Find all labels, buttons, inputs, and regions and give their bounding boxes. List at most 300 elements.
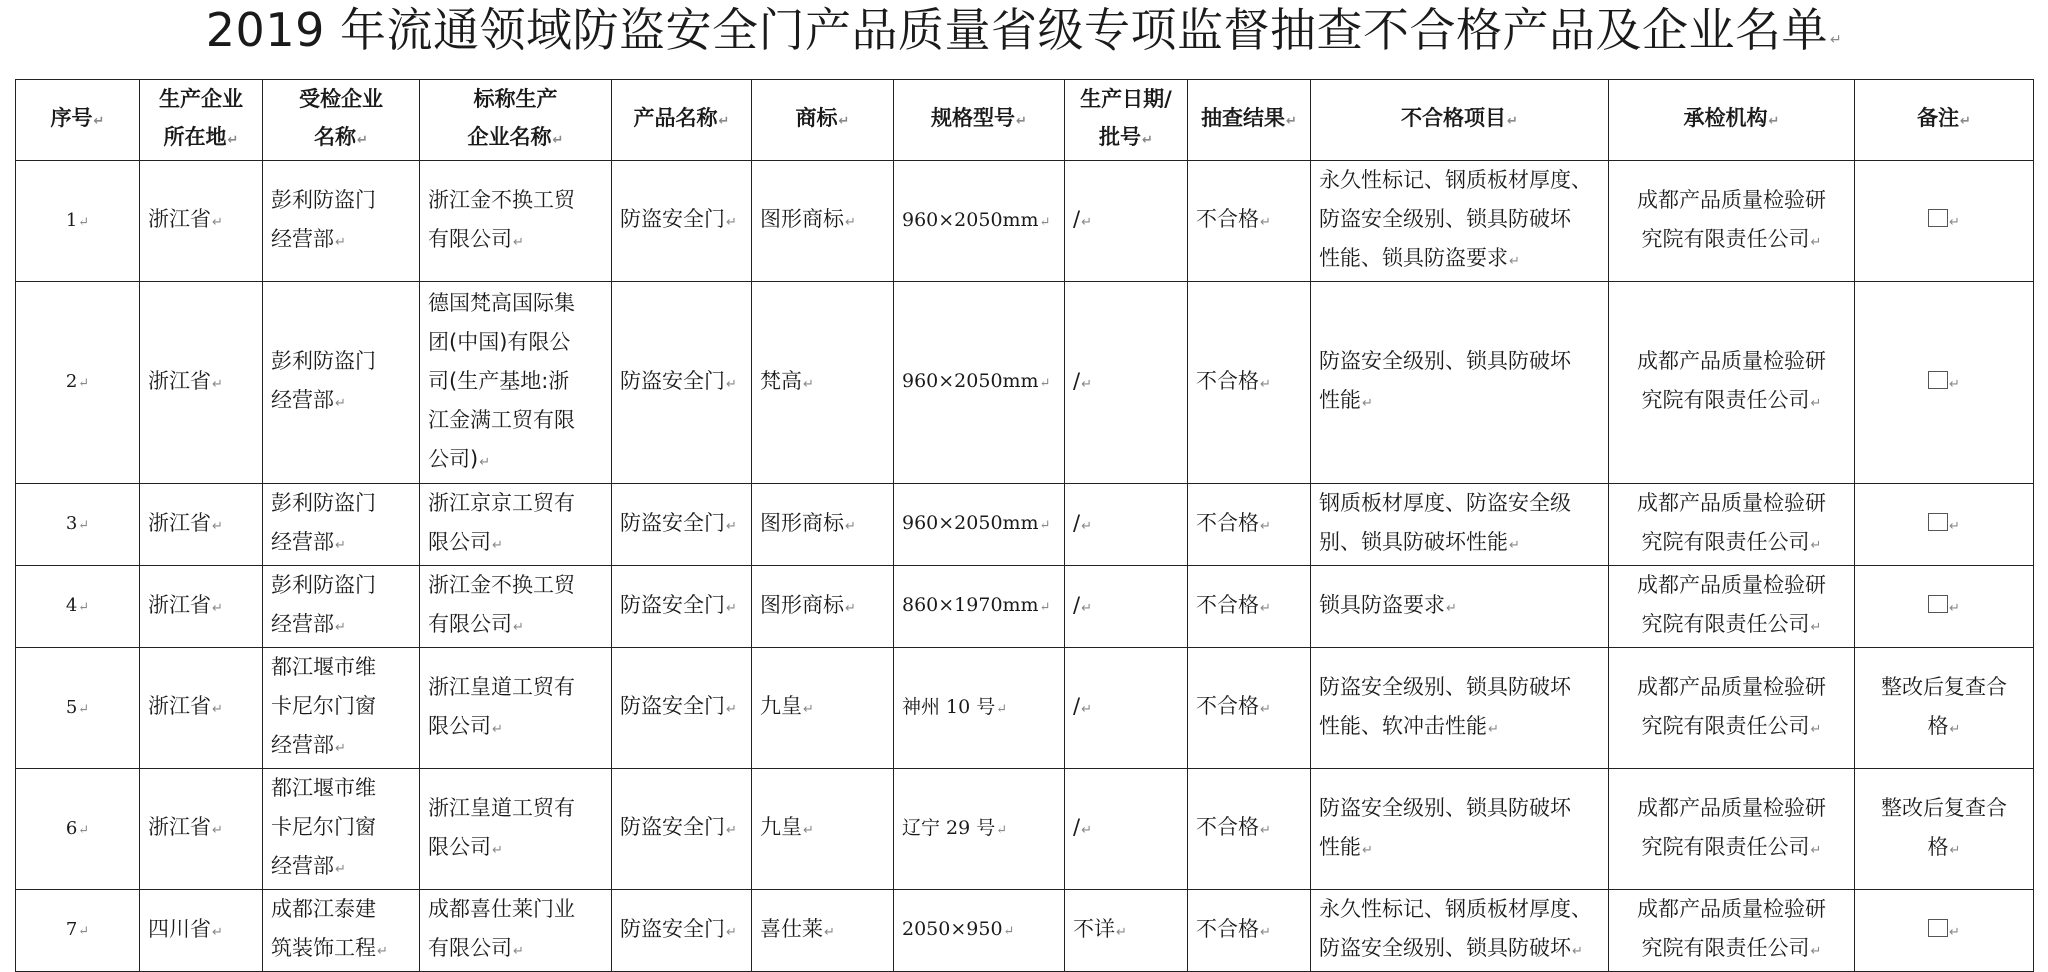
cell-text-line: 承检机构 (1683, 106, 1768, 130)
cell-text-line: 究院有限责任公司 (1641, 226, 1810, 251)
paragraph-mark: ↵ (726, 702, 737, 717)
cell-text-line: 彭利防盗门 (271, 573, 376, 597)
cell-text: 浙江省 (148, 368, 211, 393)
paragraph-mark: ↵ (335, 741, 346, 756)
manufacturer-cell (420, 566, 612, 648)
cell-text: 图形商标 (760, 592, 844, 617)
inspected-company-cell (263, 161, 420, 282)
remark-cell (1855, 648, 2034, 769)
inspection-agency-cell (1609, 890, 1855, 972)
cell-text-line: 名称 (314, 125, 357, 149)
manufacturer-cell (420, 648, 612, 769)
cell-text-line: 批号 (1099, 125, 1142, 149)
paragraph-mark: ↵ (1829, 32, 1843, 48)
paragraph-mark: ↵ (552, 133, 564, 148)
cell-text-line: 限公司 (428, 713, 491, 738)
cell-text-line: 生产日期/ (1080, 87, 1172, 111)
cell-text: 6 (65, 817, 78, 839)
result-cell (1188, 769, 1311, 890)
cell-text-line: 究院有限责任公司 (1641, 530, 1810, 554)
cell-text: 960×2050mm (902, 208, 1039, 231)
paragraph-mark: ↵ (1081, 376, 1092, 392)
spec-cell (894, 484, 1065, 566)
cell-text-line: 经营部 (271, 854, 334, 878)
paragraph-mark: ↵ (1116, 924, 1127, 940)
cell-text-line: 格 (1927, 834, 1949, 859)
cell-text: 图形商标 (760, 510, 844, 535)
location-cell (140, 566, 263, 648)
paragraph-mark: ↵ (1446, 600, 1457, 616)
manufacturer-cell (420, 769, 612, 890)
paragraph-mark: ↵ (78, 701, 90, 717)
paragraph-mark: ↵ (357, 133, 368, 148)
nonconforming-items-cell (1311, 769, 1609, 890)
serial-number-cell (16, 484, 140, 566)
location-cell (140, 769, 263, 890)
brand-cell (752, 890, 894, 972)
brand-cell (752, 566, 894, 648)
column-header (16, 80, 140, 161)
cell-text-line: 规格型号 (931, 106, 1016, 130)
paragraph-mark: ↵ (78, 376, 90, 391)
table-row (16, 890, 2034, 972)
cell-text-line: 浙江金不换工贸 (428, 187, 575, 212)
cell-text-line: 不合格项目 (1401, 106, 1507, 130)
cell-text-line: 公司) (428, 446, 479, 471)
paragraph-mark: ↵ (803, 823, 814, 838)
paragraph-mark: ↵ (1260, 823, 1271, 838)
production-date-cell (1065, 161, 1188, 282)
result-cell (1188, 566, 1311, 648)
cell-text: 防盗安全门 (620, 694, 725, 718)
inspected-company-cell (263, 566, 420, 648)
table-row (16, 161, 2034, 282)
cell-text-line: 经营部 (271, 388, 334, 412)
nonconforming-items-cell (1311, 566, 1609, 648)
document-title (0, 0, 2048, 60)
cell-text: 不合格 (1196, 368, 1259, 393)
spec-cell (894, 769, 1065, 890)
inspection-agency-cell (1609, 769, 1855, 890)
manufacturer-cell (420, 161, 612, 282)
cell-text: 喜仕莱 (760, 916, 823, 941)
remark-cell (1855, 566, 2034, 648)
cell-text-line: 都江堰市维 (271, 655, 376, 679)
remark-cell (1855, 890, 2034, 972)
cell-text-line: 有限公司 (428, 612, 512, 636)
table-row (16, 648, 2034, 769)
cell-text-line: 有限公司 (428, 226, 512, 251)
brand-cell (752, 484, 894, 566)
paragraph-mark: ↵ (1810, 396, 1822, 411)
paragraph-mark: ↵ (1949, 215, 1960, 230)
cell-text: / (1073, 207, 1081, 231)
paragraph-mark: ↵ (1260, 518, 1271, 534)
location-cell (140, 161, 263, 282)
cell-text: 不合格 (1196, 815, 1259, 839)
cell-text: 2050×950 (902, 918, 1003, 940)
paragraph-mark: ↵ (479, 454, 491, 470)
inspection-agency-cell (1609, 566, 1855, 648)
paragraph-mark: ↵ (1260, 702, 1271, 717)
paragraph-mark: ↵ (1488, 721, 1499, 737)
paragraph-mark: ↵ (726, 823, 737, 838)
cell-text: 7 (65, 919, 78, 940)
cell-text: 浙江省 (148, 815, 211, 839)
cell-text-line: 浙江金不换工贸 (428, 573, 575, 597)
cell-text-line: 标称生产 (473, 87, 558, 111)
serial-number-cell (16, 890, 140, 972)
cell-text-line: 有限公司 (428, 936, 512, 960)
paragraph-mark: ↵ (78, 518, 90, 533)
location-cell (140, 484, 263, 566)
cell-text-line: 限公司 (428, 530, 491, 554)
cell-text: 2 (65, 371, 78, 392)
paragraph-mark: ↵ (1081, 215, 1092, 230)
paragraph-mark: ↵ (335, 862, 346, 877)
paragraph-mark: ↵ (1039, 600, 1051, 615)
cell-text: 四川省 (148, 916, 211, 941)
serial-number-cell (16, 161, 140, 282)
cell-text: 防盗安全门 (620, 510, 725, 535)
paragraph-mark: ↵ (726, 215, 737, 230)
paragraph-mark: ↵ (1509, 538, 1520, 553)
paragraph-mark: ↵ (377, 944, 388, 959)
table-row (16, 484, 2034, 566)
nonconforming-items-cell (1311, 484, 1609, 566)
remark-cell (1855, 161, 2034, 282)
paragraph-mark: ↵ (1260, 924, 1271, 940)
cell-text-line: 筑装饰工程 (271, 936, 376, 960)
paragraph-mark: ↵ (996, 701, 1008, 717)
empty-checkbox-icon (1928, 595, 1948, 613)
spec-cell (894, 566, 1065, 648)
brand-cell (752, 648, 894, 769)
product-name-cell (612, 769, 752, 890)
cell-text-line: 抽查结果 (1201, 106, 1286, 130)
serial-number-cell (16, 282, 140, 484)
paragraph-mark: ↵ (845, 215, 856, 230)
production-date-cell (1065, 566, 1188, 648)
paragraph-mark: ↵ (212, 702, 223, 717)
cell-text: 防盗安全门 (620, 207, 725, 231)
cell-text: 浙江省 (148, 510, 211, 535)
cell-text: 防盗安全门 (620, 916, 725, 941)
paragraph-mark: ↵ (1810, 234, 1822, 250)
cell-text-line: 彭利防盗门 (271, 187, 376, 212)
paragraph-mark: ↵ (996, 822, 1008, 838)
table-header-row (16, 80, 2034, 161)
paragraph-mark: ↵ (335, 234, 346, 250)
paragraph-mark: ↵ (227, 133, 239, 148)
cell-text-line: 性能 (1319, 834, 1361, 859)
cell-text: 浙江省 (148, 592, 211, 617)
cell-text: 5 (65, 696, 78, 718)
paragraph-mark: ↵ (78, 822, 90, 838)
cell-text-line: 成都产品质量检验研 (1637, 795, 1826, 820)
cell-text-line: 限公司 (428, 834, 491, 859)
result-cell (1188, 648, 1311, 769)
location-cell (140, 648, 263, 769)
paragraph-mark: ↵ (1810, 620, 1822, 635)
column-header (612, 80, 752, 161)
paragraph-mark: ↵ (726, 376, 737, 392)
paragraph-mark: ↵ (726, 518, 737, 534)
remark-cell (1855, 484, 2034, 566)
paragraph-mark: ↵ (1016, 114, 1027, 129)
paragraph-mark: ↵ (824, 924, 835, 940)
cell-text-line: 浙江皇道工贸有 (428, 795, 575, 820)
paragraph-mark: ↵ (335, 396, 346, 411)
column-header (140, 80, 263, 161)
empty-checkbox-icon (1928, 371, 1948, 389)
cell-text-line: 彭利防盗门 (271, 491, 376, 515)
table-row (16, 769, 2034, 890)
nonconforming-items-cell (1311, 648, 1609, 769)
cell-text: 1 (65, 209, 78, 231)
result-cell (1188, 282, 1311, 484)
paragraph-mark: ↵ (513, 944, 524, 959)
paragraph-mark: ↵ (492, 721, 503, 737)
production-date-cell (1065, 890, 1188, 972)
cell-text-line: 浙江京京工贸有 (428, 491, 575, 515)
paragraph-mark: ↵ (1572, 944, 1583, 959)
cell-text-line: 彭利防盗门 (271, 349, 376, 373)
paragraph-mark: ↵ (1949, 518, 1960, 534)
paragraph-mark: ↵ (212, 376, 223, 392)
cell-text-line: 经营部 (271, 226, 334, 251)
paragraph-mark: ↵ (492, 538, 503, 553)
cell-text-line: 成都喜仕莱门业 (428, 897, 575, 921)
paragraph-mark: ↵ (845, 600, 856, 616)
column-header (1188, 80, 1311, 161)
product-name-cell (612, 161, 752, 282)
cell-text: 不合格 (1196, 510, 1259, 535)
inspected-company-cell (263, 484, 420, 566)
cell-text: / (1073, 815, 1081, 839)
brand-cell (752, 769, 894, 890)
serial-number-cell (16, 648, 140, 769)
cell-text: 860×1970mm (902, 594, 1039, 616)
paragraph-mark: ↵ (1960, 114, 1971, 129)
paragraph-mark: ↵ (838, 114, 850, 129)
spec-cell (894, 161, 1065, 282)
empty-checkbox-icon (1928, 919, 1948, 937)
cell-text-line: 防盗安全级别、锁具防破坏 (1319, 795, 1571, 820)
paragraph-mark: ↵ (93, 114, 105, 129)
paragraph-mark: ↵ (1507, 114, 1518, 129)
document-title-text: 2019 年流通领域防盗安全门产品质量省级专项监督抽查不合格产品及企业名单 (205, 3, 1828, 57)
paragraph-mark: ↵ (1286, 114, 1297, 129)
empty-checkbox-icon (1928, 209, 1948, 227)
manufacturer-cell (420, 282, 612, 484)
inspection-agency-cell (1609, 161, 1855, 282)
paragraph-mark: ↵ (1362, 396, 1373, 411)
cell-text-line: 防盗安全级别、锁具防破坏 (1319, 349, 1571, 373)
cell-text: 浙江省 (148, 694, 211, 718)
cell-text: 九皇 (760, 694, 802, 718)
column-header (894, 80, 1065, 161)
result-cell (1188, 484, 1311, 566)
spec-cell (894, 890, 1065, 972)
paragraph-mark: ↵ (718, 114, 730, 129)
cell-text-line: 永久性标记、钢质板材厚度、 (1319, 168, 1592, 192)
inspection-agency-cell (1609, 484, 1855, 566)
column-header (1609, 80, 1855, 161)
cell-text: / (1073, 510, 1081, 535)
serial-number-cell (16, 769, 140, 890)
cell-text-line: 备注 (1917, 106, 1960, 130)
cell-text: 不详 (1073, 916, 1115, 941)
remark-cell (1855, 769, 2034, 890)
cell-text: 不合格 (1196, 916, 1259, 941)
cell-text-line: 企业名称 (467, 125, 552, 149)
paragraph-mark: ↵ (1810, 721, 1822, 737)
cell-text-line: 防盗安全级别、锁具防破坏 (1319, 936, 1571, 960)
paragraph-mark: ↵ (1949, 600, 1960, 616)
cell-text: 960×2050mm (902, 370, 1039, 392)
nonconforming-items-cell (1311, 161, 1609, 282)
cell-text-line: 序号 (50, 106, 93, 130)
paragraph-mark: ↵ (78, 924, 90, 939)
column-header (1311, 80, 1609, 161)
cell-text-line: 究院有限责任公司 (1641, 388, 1810, 412)
spec-cell (894, 282, 1065, 484)
product-name-cell (612, 282, 752, 484)
cell-text-line: 卡尼尔门窗 (271, 815, 376, 839)
cell-text: / (1073, 368, 1081, 393)
cell-text: 不合格 (1196, 207, 1259, 231)
paragraph-mark: ↵ (803, 376, 814, 392)
paragraph-mark: ↵ (212, 823, 223, 838)
product-name-cell (612, 484, 752, 566)
table-row (16, 566, 2034, 648)
remark-cell (1855, 282, 2034, 484)
inspected-company-cell (263, 769, 420, 890)
cell-text: / (1073, 592, 1081, 617)
cell-text-line: 成都产品质量检验研 (1637, 573, 1826, 597)
cell-text-line: 江金满工贸有限 (428, 407, 575, 432)
cell-text-line: 经营部 (271, 612, 334, 636)
cell-text-line: 性能、软冲击性能 (1319, 713, 1487, 738)
paragraph-mark: ↵ (212, 600, 223, 616)
column-header (263, 80, 420, 161)
cell-text-line: 防盗安全级别、锁具防破坏 (1319, 207, 1571, 231)
cell-text: 不合格 (1196, 694, 1259, 718)
paragraph-mark: ↵ (1260, 215, 1271, 230)
paragraph-mark: ↵ (1810, 842, 1822, 858)
paragraph-mark: ↵ (803, 702, 814, 717)
cell-text: 辽宁 29 号 (902, 816, 996, 839)
cell-text-line: 成都产品质量检验研 (1637, 187, 1826, 212)
cell-text-line: 成都产品质量检验研 (1637, 897, 1826, 921)
paragraph-mark: ↵ (1509, 254, 1520, 269)
manufacturer-cell (420, 484, 612, 566)
paragraph-mark: ↵ (1081, 518, 1092, 534)
paragraph-mark: ↵ (335, 620, 346, 635)
cell-text-line: 成都产品质量检验研 (1637, 349, 1826, 373)
nonconforming-items-cell (1311, 890, 1609, 972)
production-date-cell (1065, 648, 1188, 769)
paragraph-mark: ↵ (1810, 944, 1822, 959)
cell-text-line: 卡尼尔门窗 (271, 694, 376, 718)
cell-text-line: 德国梵高国际集 (428, 290, 575, 315)
cell-text-line: 司(生产基地:浙 (428, 368, 570, 393)
cell-text-line: 团(中国)有限公 (428, 329, 571, 354)
inspected-company-cell (263, 648, 420, 769)
paragraph-mark: ↵ (335, 538, 346, 553)
cell-text-line: 受检企业 (299, 87, 383, 111)
inspection-agency-cell (1609, 282, 1855, 484)
cell-text-line: 所在地 (163, 125, 227, 149)
cell-text-line: 生产企业 (159, 87, 243, 111)
cell-text-line: 商标 (795, 106, 838, 130)
cell-text-line: 锁具防盗要求 (1319, 592, 1445, 617)
table-row (16, 282, 2034, 484)
paragraph-mark: ↵ (845, 518, 856, 534)
product-name-cell (612, 566, 752, 648)
cell-text: 防盗安全门 (620, 592, 725, 617)
serial-number-cell (16, 566, 140, 648)
inspected-company-cell (263, 890, 420, 972)
paragraph-mark: ↵ (513, 234, 524, 250)
inspection-agency-cell (1609, 648, 1855, 769)
manufacturer-cell (420, 890, 612, 972)
cell-text: / (1073, 694, 1081, 718)
empty-checkbox-icon (1928, 513, 1948, 531)
cell-text-line: 钢质板材厚度、防盗安全级 (1319, 491, 1571, 515)
product-name-cell (612, 890, 752, 972)
product-name-cell (612, 648, 752, 769)
paragraph-mark: ↵ (1949, 376, 1960, 392)
location-cell (140, 890, 263, 972)
paragraph-mark: ↵ (212, 215, 223, 230)
paragraph-mark: ↵ (513, 620, 524, 635)
paragraph-mark: ↵ (1260, 600, 1271, 616)
paragraph-mark: ↵ (1081, 702, 1092, 717)
cell-text-line: 究院有限责任公司 (1641, 713, 1810, 738)
cell-text: 4 (65, 595, 78, 616)
paragraph-mark: ↵ (1810, 538, 1822, 553)
cell-text-line: 浙江皇道工贸有 (428, 674, 575, 699)
cell-text-line: 都江堰市维 (271, 776, 376, 800)
cell-text: 图形商标 (760, 207, 844, 231)
cell-text-line: 别、锁具防破坏性能 (1319, 530, 1508, 554)
cell-text-line: 性能 (1319, 388, 1361, 412)
cell-text-line: 经营部 (271, 733, 334, 757)
result-cell (1188, 890, 1311, 972)
paragraph-mark: ↵ (1768, 114, 1780, 129)
cell-text: 不合格 (1196, 592, 1259, 617)
nonconforming-products-table (15, 79, 2034, 972)
cell-text-line: 整改后复查合 (1881, 674, 2007, 699)
paragraph-mark: ↵ (1081, 600, 1092, 616)
cell-text: 神州 10 号 (902, 695, 996, 718)
paragraph-mark: ↵ (1003, 924, 1015, 939)
paragraph-mark: ↵ (78, 214, 90, 230)
production-date-cell (1065, 769, 1188, 890)
location-cell (140, 282, 263, 484)
paragraph-mark: ↵ (1260, 376, 1271, 392)
cell-text-line: 产品名称 (633, 106, 718, 130)
paragraph-mark: ↵ (78, 600, 90, 615)
spec-cell (894, 648, 1065, 769)
cell-text-line: 经营部 (271, 530, 334, 554)
production-date-cell (1065, 484, 1188, 566)
cell-text-line: 格 (1927, 713, 1949, 738)
column-header (752, 80, 894, 161)
paragraph-mark: ↵ (1362, 842, 1373, 858)
